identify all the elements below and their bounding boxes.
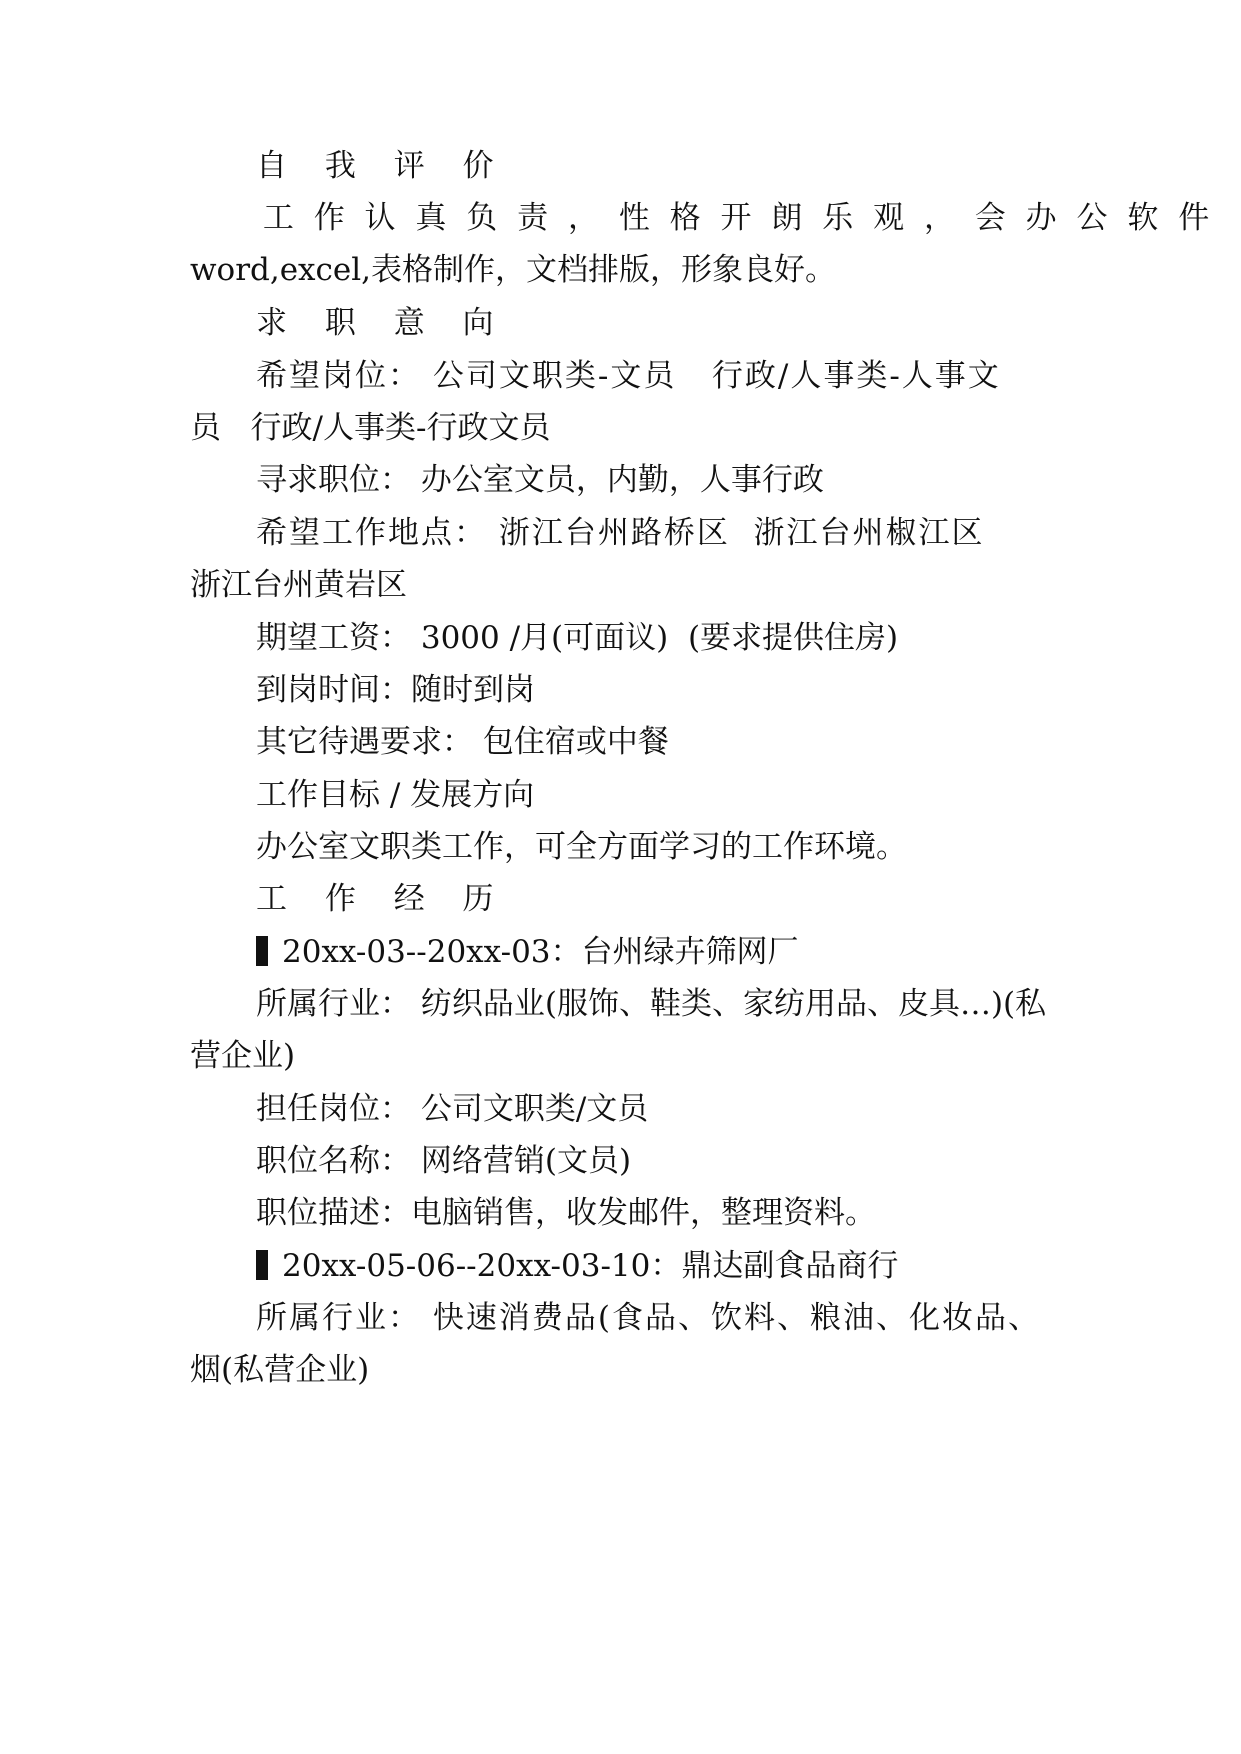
bullet-block-icon — [256, 936, 268, 966]
desired-location-line: 希望工作地点： 浙江台州路桥区 浙江台州椒江区 — [256, 515, 985, 551]
job-industry-line: 烟(私营企业) — [190, 1352, 370, 1388]
desired-position-line: 希望岗位： 公司文职类-文员 行政/人事类-人事文 — [256, 358, 1001, 394]
intent-heading: 求 职 意 向 — [256, 305, 508, 341]
job-industry-line: 所属行业： 纺织品业(服饰、鞋类、家纺用品、皮具…)(私 — [256, 986, 1047, 1022]
job-title-text: 20xx-05-06--20xx-03-10：鼎达副食品商行 — [282, 1248, 899, 1284]
goal-label: 工作目标 / 发展方向 — [256, 777, 535, 813]
job-industry-line: 营企业) — [190, 1038, 296, 1074]
job-industry-line: 所属行业： 快速消费品(食品、饮料、粮油、化妆品、 — [256, 1300, 1041, 1336]
other-benefits: 其它待遇要求： 包住宿或中餐 — [256, 724, 669, 760]
job-description: 职位描述：电脑销售，收发邮件，整理资料。 — [256, 1195, 876, 1231]
desired-position-line: 员 行政/人事类-行政文员 — [190, 410, 551, 446]
job-position: 担任岗位： 公司文职类/文员 — [256, 1091, 649, 1127]
bullet-block-icon — [256, 1250, 268, 1280]
job-name: 职位名称： 网络营销(文员) — [256, 1143, 632, 1179]
experience-heading: 工 作 经 历 — [256, 881, 508, 917]
self-eval-heading: 自 我 评 价 — [256, 148, 508, 184]
seeking-position: 寻求职位： 办公室文员，内勤，人事行政 — [256, 462, 824, 498]
job-entry-title — [256, 932, 799, 972]
job-title-text: 20xx-03--20xx-03：台州绿卉筛网厂 — [282, 934, 799, 970]
goal-text: 办公室文职类工作，可全方面学习的工作环境。 — [256, 829, 907, 865]
expected-salary: 期望工资： 3000 /月(可面议) (要求提供住房) — [256, 620, 899, 656]
arrival-time: 到岗时间：随时到岗 — [256, 672, 535, 708]
desired-location-line: 浙江台州黄岩区 — [190, 567, 407, 603]
job-entry-title — [256, 1246, 898, 1286]
self-eval-text-line: 工 作 认 真 负 责 ， 性 格 开 朗 乐 观 ， 会 办 公 软 件 — [248, 200, 1215, 236]
self-eval-text-line: word,excel,表格制作，文档排版，形象良好。 — [190, 252, 837, 288]
